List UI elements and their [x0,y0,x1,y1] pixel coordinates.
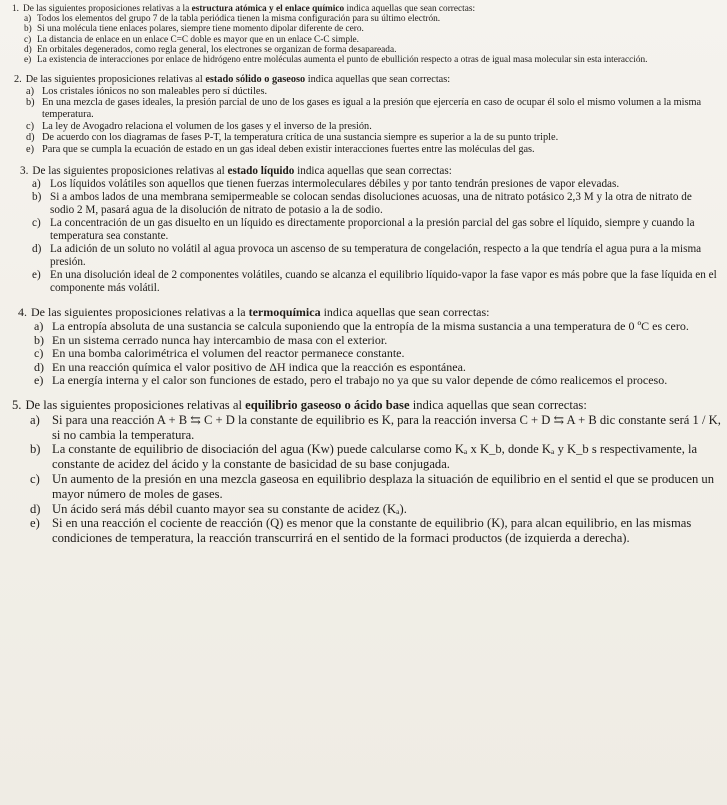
option-list [12,413,727,546]
stem-text: De las siguientes proposiciones relativas al [25,397,242,412]
option-text: La energía interna y el calor son funciones de estado, pero el trabajo no ya que su valor depende de cómo realicemos el proceso. [52,373,668,388]
option-d [12,502,727,517]
option-letter: d) [26,132,35,144]
option-e [20,269,717,295]
option-c [18,347,717,361]
option-letter: e) [24,55,32,66]
option-letter: d) [30,501,41,516]
option-letter: b) [32,191,42,204]
option-b [18,334,717,348]
question-2 [14,74,717,155]
option-list [12,14,717,65]
option-text: La existencia de interacciones por enlace de hidrógeno entre moléculas aumenta el punto de ebullición respecto a otras de igual masa molecular sin esta interacción. [37,55,648,66]
option-text: En una disolución ideal de 2 componentes volátiles, cuando se alcanza el equilibrio líquido-vapor la fase vapor es más pobre que la fase líquida en el componente más volátil. [50,269,717,295]
option-letter: c) [32,217,41,230]
option-text: Para que se cumpla la ecuación de estado en un gas ideal deben existir interacciones fuertes entre las moléculas del gas. [42,143,535,155]
option-letter: b) [26,97,35,109]
option-c [12,35,717,45]
option-e [14,144,717,156]
option-letter: a) [24,14,32,25]
option-d [18,361,717,375]
option-d [12,45,717,55]
option-d [20,243,717,269]
stem-text: indica aquellas que sean correctas: [297,165,452,178]
question-topic: estructura atómica y el enlace químico [191,4,345,14]
option-letter: a) [26,85,34,97]
option-letter: c) [34,346,44,361]
option-text: Un ácido será más débil cuanto mayor sea su constante de acidez (Kₐ). [52,501,407,516]
option-text: Los líquidos volátiles son aquellos que tienen fuerzas intermoleculares débiles y por tanto tendrán presiones de vapor elevadas. [50,178,620,191]
option-a [20,178,717,191]
option-a [14,86,717,98]
question-stem [18,306,717,320]
option-text: Si a ambos lados de una membrana semipermeable se colocan sendas disoluciones acuosas, una de nitrato potásico 2,3 M y la otra de nitrato de sodio 2 M, pasará agua de la disolución de nitrato de potasio a la de sodio. [50,191,692,217]
option-letter: e) [30,516,40,531]
option-d [14,132,717,144]
option-letter: b) [30,442,41,457]
question-number: 1. [12,4,19,14]
option-b [12,442,727,472]
option-c [12,472,727,502]
question-number: 4. [18,305,27,320]
option-e [12,55,717,65]
stem-text: indica aquellas que sean correctas: [346,4,476,14]
option-letter: a) [34,318,44,333]
question-stem [20,165,717,178]
option-a [12,413,727,443]
question-3 [20,165,717,295]
option-c [20,217,717,243]
option-e [18,374,717,388]
option-text: Si en una reacción el cociente de reacción (Q) es menor que la constante de equilibrio (K), para alcan equilibrio, en las mismas condiciones de temperatura, la reacción transcurrirá en el sentido de la formaci productos (de izquierda a derecha). [52,516,692,546]
option-text: Si para una reacción A + B ⇆ C + D la constante de equilibrio es K, para la reacción inversa C + D ⇆ A + B dic constante será 1 / K, si no cambia la temperatura. [52,412,721,442]
option-text: La adición de un soluto no volátil al agua provoca un ascenso de su temperatura de congelación, respecto a la que tendría el agua pura a la misma presión. [50,243,702,269]
option-letter: a) [32,178,41,191]
question-topic: estado sólido o gaseoso [205,74,306,86]
option-b [20,191,717,217]
option-letter: c) [30,471,40,486]
option-text: De acuerdo con los diagramas de fases P-T, la temperatura crítica de una sustancia siempre es superior a la de su punto triple. [42,132,559,144]
option-text: La entropía absoluta de una sustancia se calcula suponiendo que la entropía de la misma sustancia a una temperatura de 0 ºC es cero. [52,318,689,333]
option-letter: d) [34,359,44,374]
question-1 [12,4,717,65]
option-b [14,97,717,120]
option-text: Los cristales iónicos no son maleables pero sí dúctiles. [42,85,268,97]
option-letter: c) [24,34,32,45]
stem-text: De las siguientes proposiciones relativas a la [31,305,246,320]
question-topic: estado líquido [227,165,295,178]
stem-text: indica aquellas que sean correctas: [412,397,587,412]
option-a [18,320,717,334]
option-text: En un sistema cerrado nunca hay intercambio de masa con el exterior. [52,332,388,347]
option-text: En una reacción química el valor positivo de ΔH indica que la reacción es espontánea. [52,359,466,374]
option-letter: c) [26,120,34,132]
option-c [14,121,717,133]
option-text: Un aumento de la presión en una mezcla gaseosa en equilibrio desplaza la situación de equilibrio en el sentid el que se producen un mayor número de moles de gases. [52,471,714,501]
stem-text: De las siguientes proposiciones relativas al [32,165,225,178]
question-stem [12,4,717,14]
stem-text: De las siguientes proposiciones relativas al [25,74,203,86]
option-letter: e) [32,269,41,282]
question-topic: termoquímica [248,305,321,320]
option-list [18,320,717,388]
question-number: 5. [12,397,22,412]
option-letter: a) [30,412,40,427]
option-text: En una mezcla de gases ideales, la presión parcial de uno de los gases es igual a la presión que ejercería en caso de ocupar él solo el mismo volumen a la misma temperatura. [42,97,702,120]
option-text: La ley de Avogadro relaciona el volumen de los gases y el inverso de la presión. [42,120,372,132]
question-stem [12,398,727,413]
option-e [12,516,727,546]
option-text: En una bomba calorimétrica el volumen del reactor permanece constante. [52,346,405,361]
option-letter: e) [26,143,34,155]
option-text: Si una molécula tiene enlaces polares, siempre tiene momento dipolar diferente de cero. [37,24,364,35]
option-text: Todos los elementos del grupo 7 de la tabla periódica tienen la misma configuración para su último electrón. [37,14,441,25]
option-letter: d) [32,243,42,256]
question-number: 2. [14,74,22,86]
option-b [12,24,717,34]
option-text: La distancia de enlace en un enlace C=C doble es mayor que en un enlace C-C simple. [37,34,359,45]
option-text: En orbitales degenerados, como regla general, los electrones se organizan de forma desapareada. [37,44,397,55]
option-letter: d) [24,44,32,55]
question-topic: equilibrio gaseoso o ácido base [245,397,410,412]
option-letter: b) [24,24,32,35]
option-a [12,14,717,24]
stem-text: indica aquellas que sean correctas: [307,74,451,86]
question-5 [12,398,727,546]
option-letter: e) [34,373,44,388]
question-4 [18,306,717,388]
stem-text: De las siguientes proposiciones relativas a la [22,4,190,14]
option-text: La constante de equilibrio de disociación del agua (Kw) puede calcularse como Kₐ x K_b, donde Kₐ y K_b s respectivamente, la constante de acidez del ácido y la constante de basicidad de su base conjugada. [52,442,698,472]
option-list [20,178,717,295]
option-list [14,86,717,156]
option-text: La concentración de un gas disuelto en un líquido es directamente proporcional a la presión parcial del gas sobre el líquido, siempre y cuando la temperatura sea constante. [50,217,695,243]
question-number: 3. [20,165,29,178]
stem-text: indica aquellas que sean correctas: [323,305,490,320]
question-stem [14,74,717,86]
option-letter: b) [34,332,44,347]
